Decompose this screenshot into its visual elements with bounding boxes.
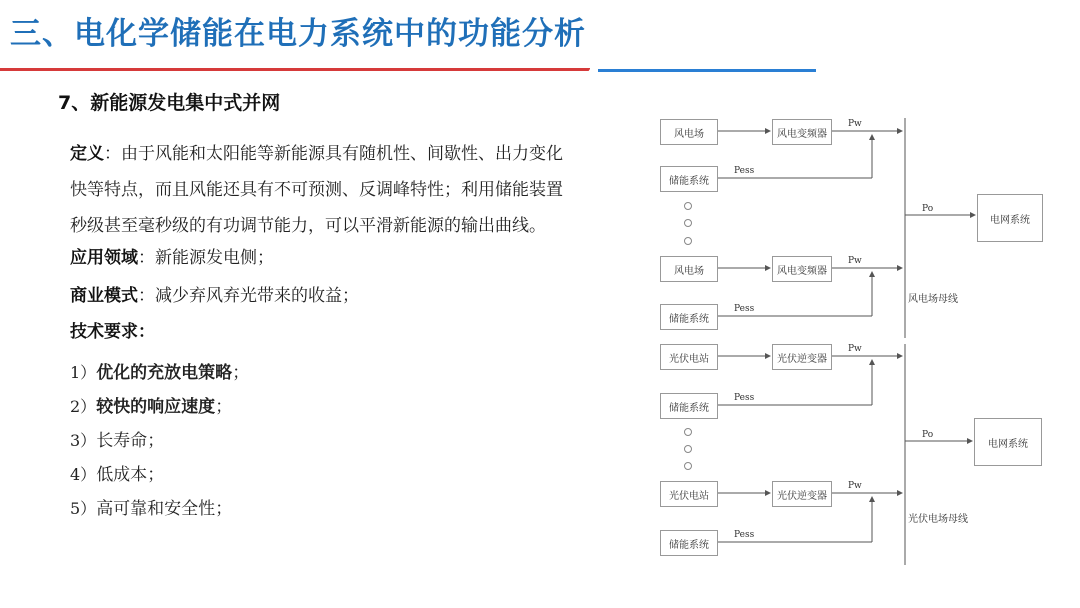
requirement-text: 低成本 — [96, 465, 148, 485]
title-underline-red — [0, 68, 590, 71]
pv-po-label: Po — [922, 430, 934, 440]
wind-converter-box-1: 风电变频器 — [772, 119, 832, 145]
requirement-text: 优化的充放电策略 — [96, 363, 233, 383]
requirement-number: 2） — [70, 397, 97, 416]
business-label: 商业模式 — [70, 286, 138, 306]
definition-label: 定义 — [70, 144, 104, 164]
requirement-number: 3） — [70, 431, 97, 450]
page-title: 三、电化学储能在电力系统中的功能分析 — [10, 16, 586, 52]
ellipsis-dot — [685, 238, 692, 245]
requirement-end: ； — [147, 465, 165, 485]
title-underline-blue — [598, 69, 816, 72]
requirement-item — [70, 392, 232, 417]
definition-line-2: 快等特点，而且风能还具有不可预测、反调峰特性；利用储能装置 — [70, 180, 563, 200]
pv-pess-label-2: Pess — [734, 530, 755, 540]
definition-line-3: 秒级甚至毫秒级的有功调节能力，可以平滑新能源的输出曲线。 — [70, 216, 546, 236]
definition-line-1: ：由于风能和太阳能等新能源具有随机性、间歇性、出力变化 — [104, 144, 563, 164]
requirement-end: ； — [147, 431, 165, 451]
ellipsis-dot — [685, 446, 692, 453]
requirement-text: 高可靠和安全性 — [96, 499, 216, 519]
application-value: ：新能源发电侧； — [138, 248, 274, 268]
requirement-text: 较快的响应速度 — [96, 397, 216, 417]
wind-po-label: Po — [922, 204, 934, 214]
wind-grid-box: 电网系统 — [977, 194, 1043, 242]
wind-converter-box-2: 风电变频器 — [772, 256, 832, 282]
pv-pess-label-1: Pess — [734, 393, 755, 403]
requirement-item — [70, 358, 249, 383]
definition-paragraph — [70, 136, 640, 244]
requirement-number: 1） — [70, 363, 97, 382]
pv-inverter-box-2: 光伏逆变器 — [772, 481, 832, 507]
requirement-item — [70, 494, 232, 519]
grid-connection-diagram — [650, 110, 1080, 570]
requirement-end: ； — [215, 499, 233, 519]
wind-pw-label-1: Pw — [848, 119, 862, 129]
wind-pw-label-2: Pw — [848, 256, 862, 266]
wind-bus-label: 风电场母线 — [908, 294, 958, 305]
business-row — [70, 278, 359, 314]
pv-pw-label-1: Pw — [848, 344, 862, 354]
section-subtitle: 7、新能源发电集中式并网 — [58, 92, 281, 114]
wind-farm-box-2: 风电场 — [660, 256, 718, 282]
pv-pw-label-2: Pw — [848, 481, 862, 491]
pv-station-box-2: 光伏电站 — [660, 481, 718, 507]
wind-farm-box-1: 风电场 — [660, 119, 718, 145]
wind-storage-box-2: 储能系统 — [660, 304, 718, 330]
tech-label-row — [70, 314, 155, 350]
wind-pess-label-1: Pess — [734, 166, 755, 176]
application-row — [70, 240, 274, 276]
business-value: ：减少弃风弃光带来的收益； — [138, 286, 359, 306]
requirement-text: 长寿命 — [96, 431, 148, 451]
requirement-end: ； — [232, 363, 250, 383]
pv-storage-box-1: 储能系统 — [660, 393, 718, 419]
requirement-number: 5） — [70, 499, 97, 518]
tech-label: 技术要求： — [70, 322, 155, 342]
wind-pess-label-2: Pess — [734, 304, 755, 314]
requirement-number: 4） — [70, 465, 97, 484]
pv-station-box-1: 光伏电站 — [660, 344, 718, 370]
pv-bus-label: 光伏电场母线 — [908, 514, 968, 525]
requirement-end: ； — [215, 397, 233, 417]
pv-storage-box-2: 储能系统 — [660, 530, 718, 556]
wind-storage-box-1: 储能系统 — [660, 166, 718, 192]
pv-grid-box: 电网系统 — [974, 418, 1042, 466]
requirement-item — [70, 426, 164, 451]
application-label: 应用领域 — [70, 248, 138, 268]
ellipsis-dot — [685, 463, 692, 470]
ellipsis-dot — [685, 203, 692, 210]
requirement-item — [70, 460, 164, 485]
ellipsis-dot — [685, 220, 692, 227]
ellipsis-dot — [685, 429, 692, 436]
pv-inverter-box-1: 光伏逆变器 — [772, 344, 832, 370]
